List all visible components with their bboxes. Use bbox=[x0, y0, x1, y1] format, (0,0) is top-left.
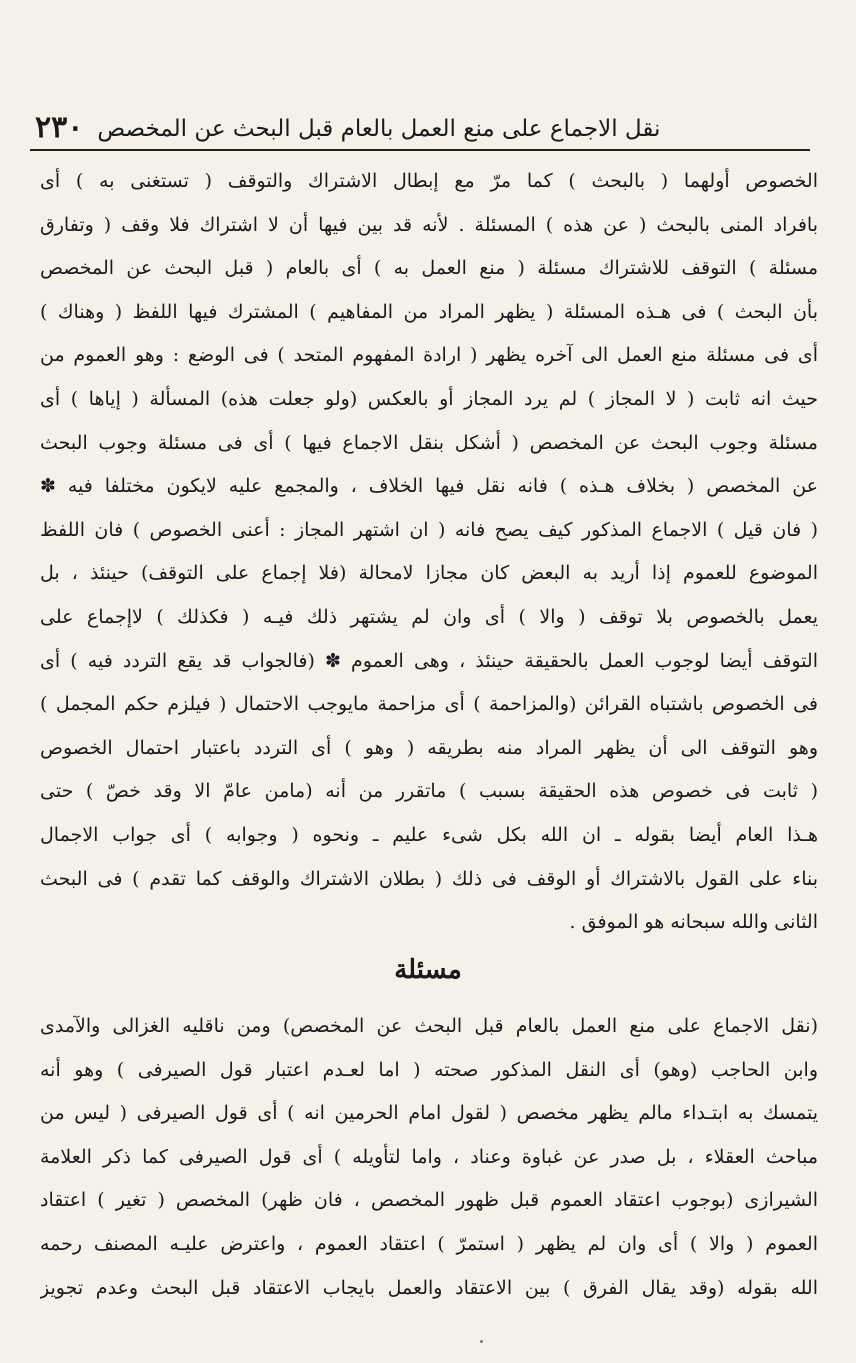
text-line: مباحث العقلاء ، بل صدر عن غباوة وعناد ، واما لتأويله ) أى قول الصيرفى كما ذكر العلامة bbox=[40, 1145, 818, 1168]
paper-speck bbox=[480, 1340, 483, 1343]
text-line: ( فان قيل ) الاجماع المذكور كيف يصح فانه ( ان اشتهر المجاز : أعنى الخصوص ) فان اللفظ bbox=[40, 518, 818, 541]
page-number: ٢٣٠ bbox=[35, 110, 84, 145]
text-line: هـذا العام أيضا بقوله ـ ان الله بكل شىء عليم ـ ونحوه ( وجوابه ) أى جواب الاجمال bbox=[40, 823, 818, 846]
text-line: وهو التوقف الى أن يظهر المراد منه بطريقه ( وهو ) أى التردد باعتبار احتمال الخصوص bbox=[40, 736, 818, 759]
text-line: عن المخصص ( بخلاف هـذه ) فانه نقل فيها الخلاف ، والمجمع عليه لايكون مختلفا فيه ✽ bbox=[40, 475, 818, 498]
section-2-text bbox=[40, 1005, 818, 1310]
text-line: العموم ( والا ) أى وان لم يظهر ( استمرّ ) اعتقاد العموم ، واعترض عليـه المصنف رحمه bbox=[40, 1232, 818, 1255]
text-line: الموضوع للعموم إذا أريد به البعض كان مجازا لامحالة (فلا إجماع على التوقف) حينئذ ، بل bbox=[40, 562, 818, 585]
text-line: وابن الحاجب (وهو) أى النقل المذكور صحته ( اما لعـدم اعتبار قول الصيرفى ) وهو أنه bbox=[40, 1058, 818, 1081]
text-line: مسئلة وجوب البحث عن المخصص ( أشكل بنقل الاجماع فيها ) أى فى مسئلة وجوب البحث bbox=[40, 431, 818, 454]
page-header bbox=[35, 104, 768, 148]
text-line: الشيرازى (بوجوب اعتقاد العموم قبل ظهور المخصص ، فان ظهر) المخصص ( تغير ) اعتقاد bbox=[40, 1189, 818, 1212]
section-1-text bbox=[40, 160, 818, 945]
text-line: حيث انه ثابت ( لا المجاز ) لم يرد المجاز أو بالعكس (ولو جعلت هذه) المسألة ( إياها ) أى bbox=[40, 387, 818, 410]
text-line: يتمسك به ابتـداء مالم يظهر مخصص ( لقول امام الحرمين انه ) أى قول الصيرفى ( ليس من bbox=[40, 1102, 818, 1125]
running-title: نقل الاجماع على منع العمل بالعام قبل البحث عن المخصص bbox=[97, 116, 661, 142]
text-line: يعمل بالخصوص بلا توقف ( والا ) أى وان لم يشتهر ذلك فيـه ( فكذلك ) لاإجماع على bbox=[40, 605, 818, 628]
text-line: أى فى مسئلة منع العمل الى آخره يظهر ( ارادة المفهوم المتحد ) فى الوضع : وهو العموم من bbox=[40, 344, 818, 367]
text-line: ( ثابت فى خصوص هذه الحقيقة بسبب ) ماتقرر من أنه (مامن عامّ الا وقد خصّ ) حتى bbox=[40, 780, 818, 803]
text-line: مسئلة ) التوقف للاشتراك مسئلة ( منع العمل به ) أى بالعام ( قبل البحث عن المخصص bbox=[40, 257, 818, 280]
header-rule bbox=[30, 149, 810, 151]
text-line: بناء على القول بالاشتراك أو الوقف فى ذلك ( بطلان الاشتراك والوقف كما تقدم ) فى البحث bbox=[40, 867, 818, 890]
text-line: (نقل الاجماع على منع العمل بالعام قبل البحث عن المخصص) ومن ناقليه الغزالى والآمدى bbox=[40, 1015, 818, 1037]
section-heading: مسئلة bbox=[394, 955, 462, 985]
text-line: الثانى والله سبحانه هو الموفق . bbox=[569, 911, 818, 934]
text-line: التوقف أيضا لوجوب العمل بالحقيقة حينئذ ، وهى العموم ✽ (فالجواب قد يقع التردد فيه ) أى bbox=[40, 649, 818, 672]
text-line: بافراد المنى بالبحث ( عن هذه ) المسئلة . لأنه قد بين فيها أن لا اشتراك فلا وقف ( وتفارق bbox=[40, 213, 818, 236]
text-line: بأن البحث ) فى هـذه المسئلة ( يظهر المراد من المفاهيم ) المشترك فيها اللفظ ( وهناك ) bbox=[40, 300, 818, 323]
text-line: الخصوص أولهما ( بالبحث ) كما مرّ مع إبطال الاشتراك والتوقف ( تستغنى به ) أى bbox=[40, 170, 818, 192]
text-line: الله بقوله (وقد يقال الفرق ) بين الاعتقاد والعمل بايجاب الاعتقاد قبل البحث وعدم تجويز bbox=[40, 1276, 818, 1299]
text-line: فى الخصوص باشتباه القرائن (والمزاحمة ) أى مزاحمة مايوجب الاحتمال ( فيلزم حكم المجمل ) bbox=[40, 693, 818, 716]
